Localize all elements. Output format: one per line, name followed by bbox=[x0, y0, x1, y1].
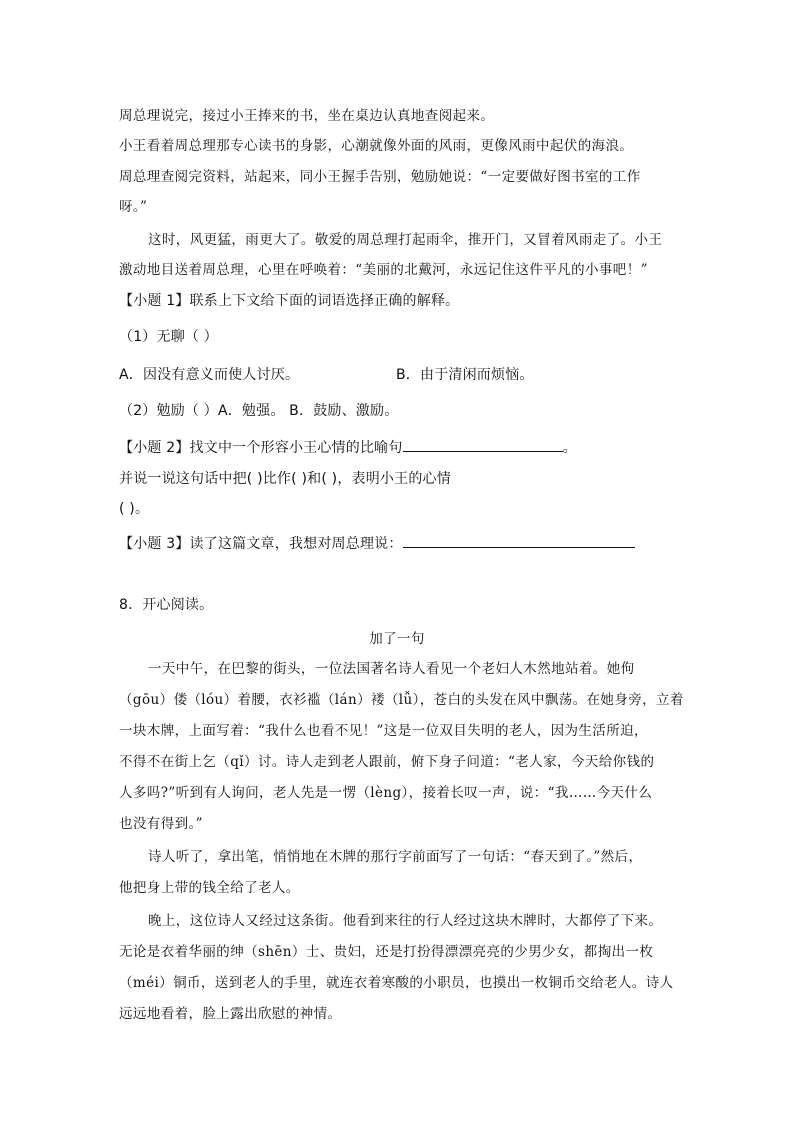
passage-line: 呀。” bbox=[119, 199, 148, 215]
answer-blank[interactable] bbox=[403, 437, 563, 452]
passage-line: 周总理说完，接过小王捧来的书，坐在桌边认真地查阅起来。 bbox=[119, 108, 495, 124]
story-line: （méi）铜币，送到老人的手里，就连衣着寒酸的小职员，也摸出一枚铜币交给老人。诗人 bbox=[119, 975, 674, 991]
answer-blank[interactable] bbox=[403, 533, 635, 548]
passage-line: 这时，风更猛，雨更大了。敬爱的周总理打起雨伞，推开门，又冒着风雨走了。小王 bbox=[148, 232, 663, 248]
story-line: 诗人听了，拿出笔，悄悄地在木牌的那行字前面写了一句话：“春天到了。”然后， bbox=[148, 849, 643, 865]
passage-line: 激动地目送着周总理，心里在呼唤着：“美丽的北戴河，永远记住这件平凡的小事吧！” bbox=[119, 262, 648, 278]
story-line: 一块木牌，上面写着：“我什么也看不见！”这是一位双目失明的老人，因为生活所迫， bbox=[119, 723, 648, 739]
question-1-item-2: （2）勉励（ ）A．勉强。 B．鼓励、激励。 bbox=[119, 403, 399, 419]
question-2-line-2: 并说一说这句话中把( )比作( )和( )，表明小王的心情 bbox=[119, 471, 451, 487]
question-2-title: 【小题 2】找文中一个形容小王心情的比喻句 bbox=[119, 440, 403, 456]
story-line: 一天中午，在巴黎的街头，一位法国著名诗人看见一个老妇人木然地站着。她佝 bbox=[148, 661, 635, 677]
question-1-option-a: A．因没有意义而使人讨厌。 bbox=[119, 367, 300, 383]
story-line: 不得不在街上乞（qǐ）讨。诗人走到老人跟前，俯下身子问道：“老人家，今天给你钱的 bbox=[119, 754, 655, 770]
story-line: 他把身上带的钱全给了老人。 bbox=[119, 880, 300, 896]
question-1-option-b: B．由于清闲而烦恼。 bbox=[396, 367, 534, 383]
question-3-title: 【小题 3】读了这篇文章，我想对周总理说： bbox=[119, 536, 403, 552]
story-line: 晚上，这位诗人又经过这条街。他看到来往的行人经过这块木牌时，大都停了下来。 bbox=[148, 913, 663, 929]
story-title: 加了一句 bbox=[369, 631, 425, 647]
story-line: 无论是衣着华丽的绅（shēn）士、贵妇，还是打扮得漂漂亮亮的少男少女，都掏出一枚 bbox=[119, 944, 654, 960]
question-2-end: 。 bbox=[562, 440, 577, 456]
section-heading: 8．开心阅读。 bbox=[119, 597, 214, 613]
passage-line: 周总理查阅完资料，站起来，同小王握手告别，勉励她说：“一定要做好图书室的工作 bbox=[119, 169, 641, 185]
story-line: （gōu）偻（lóu）着腰，衣衫褴（lán）褛（lǚ），苍白的头发在风中飘荡。在她身旁，立着 bbox=[119, 692, 684, 708]
passage-line: 小王看着周总理那专心读书的身影，心潮就像外面的风雨，更像风雨中起伏的海浪。 bbox=[119, 138, 634, 154]
question-2-line-3: ( )。 bbox=[119, 501, 150, 517]
story-line: 也没有得到。” bbox=[119, 816, 203, 832]
story-line: 人多吗?”听到有人询问，老人先是一愣（lèng），接着长叹一声，说：“我……今天什么 bbox=[119, 785, 653, 801]
question-1-title: 【小题 1】联系上下文给下面的词语选择正确的解释。 bbox=[119, 293, 460, 309]
story-line: 远远地看着，脸上露出欣慰的神情。 bbox=[119, 1006, 342, 1022]
question-3-row bbox=[119, 533, 635, 553]
question-2-title-row bbox=[119, 437, 577, 457]
question-1-item-1: （1）无聊（ ） bbox=[119, 329, 218, 345]
